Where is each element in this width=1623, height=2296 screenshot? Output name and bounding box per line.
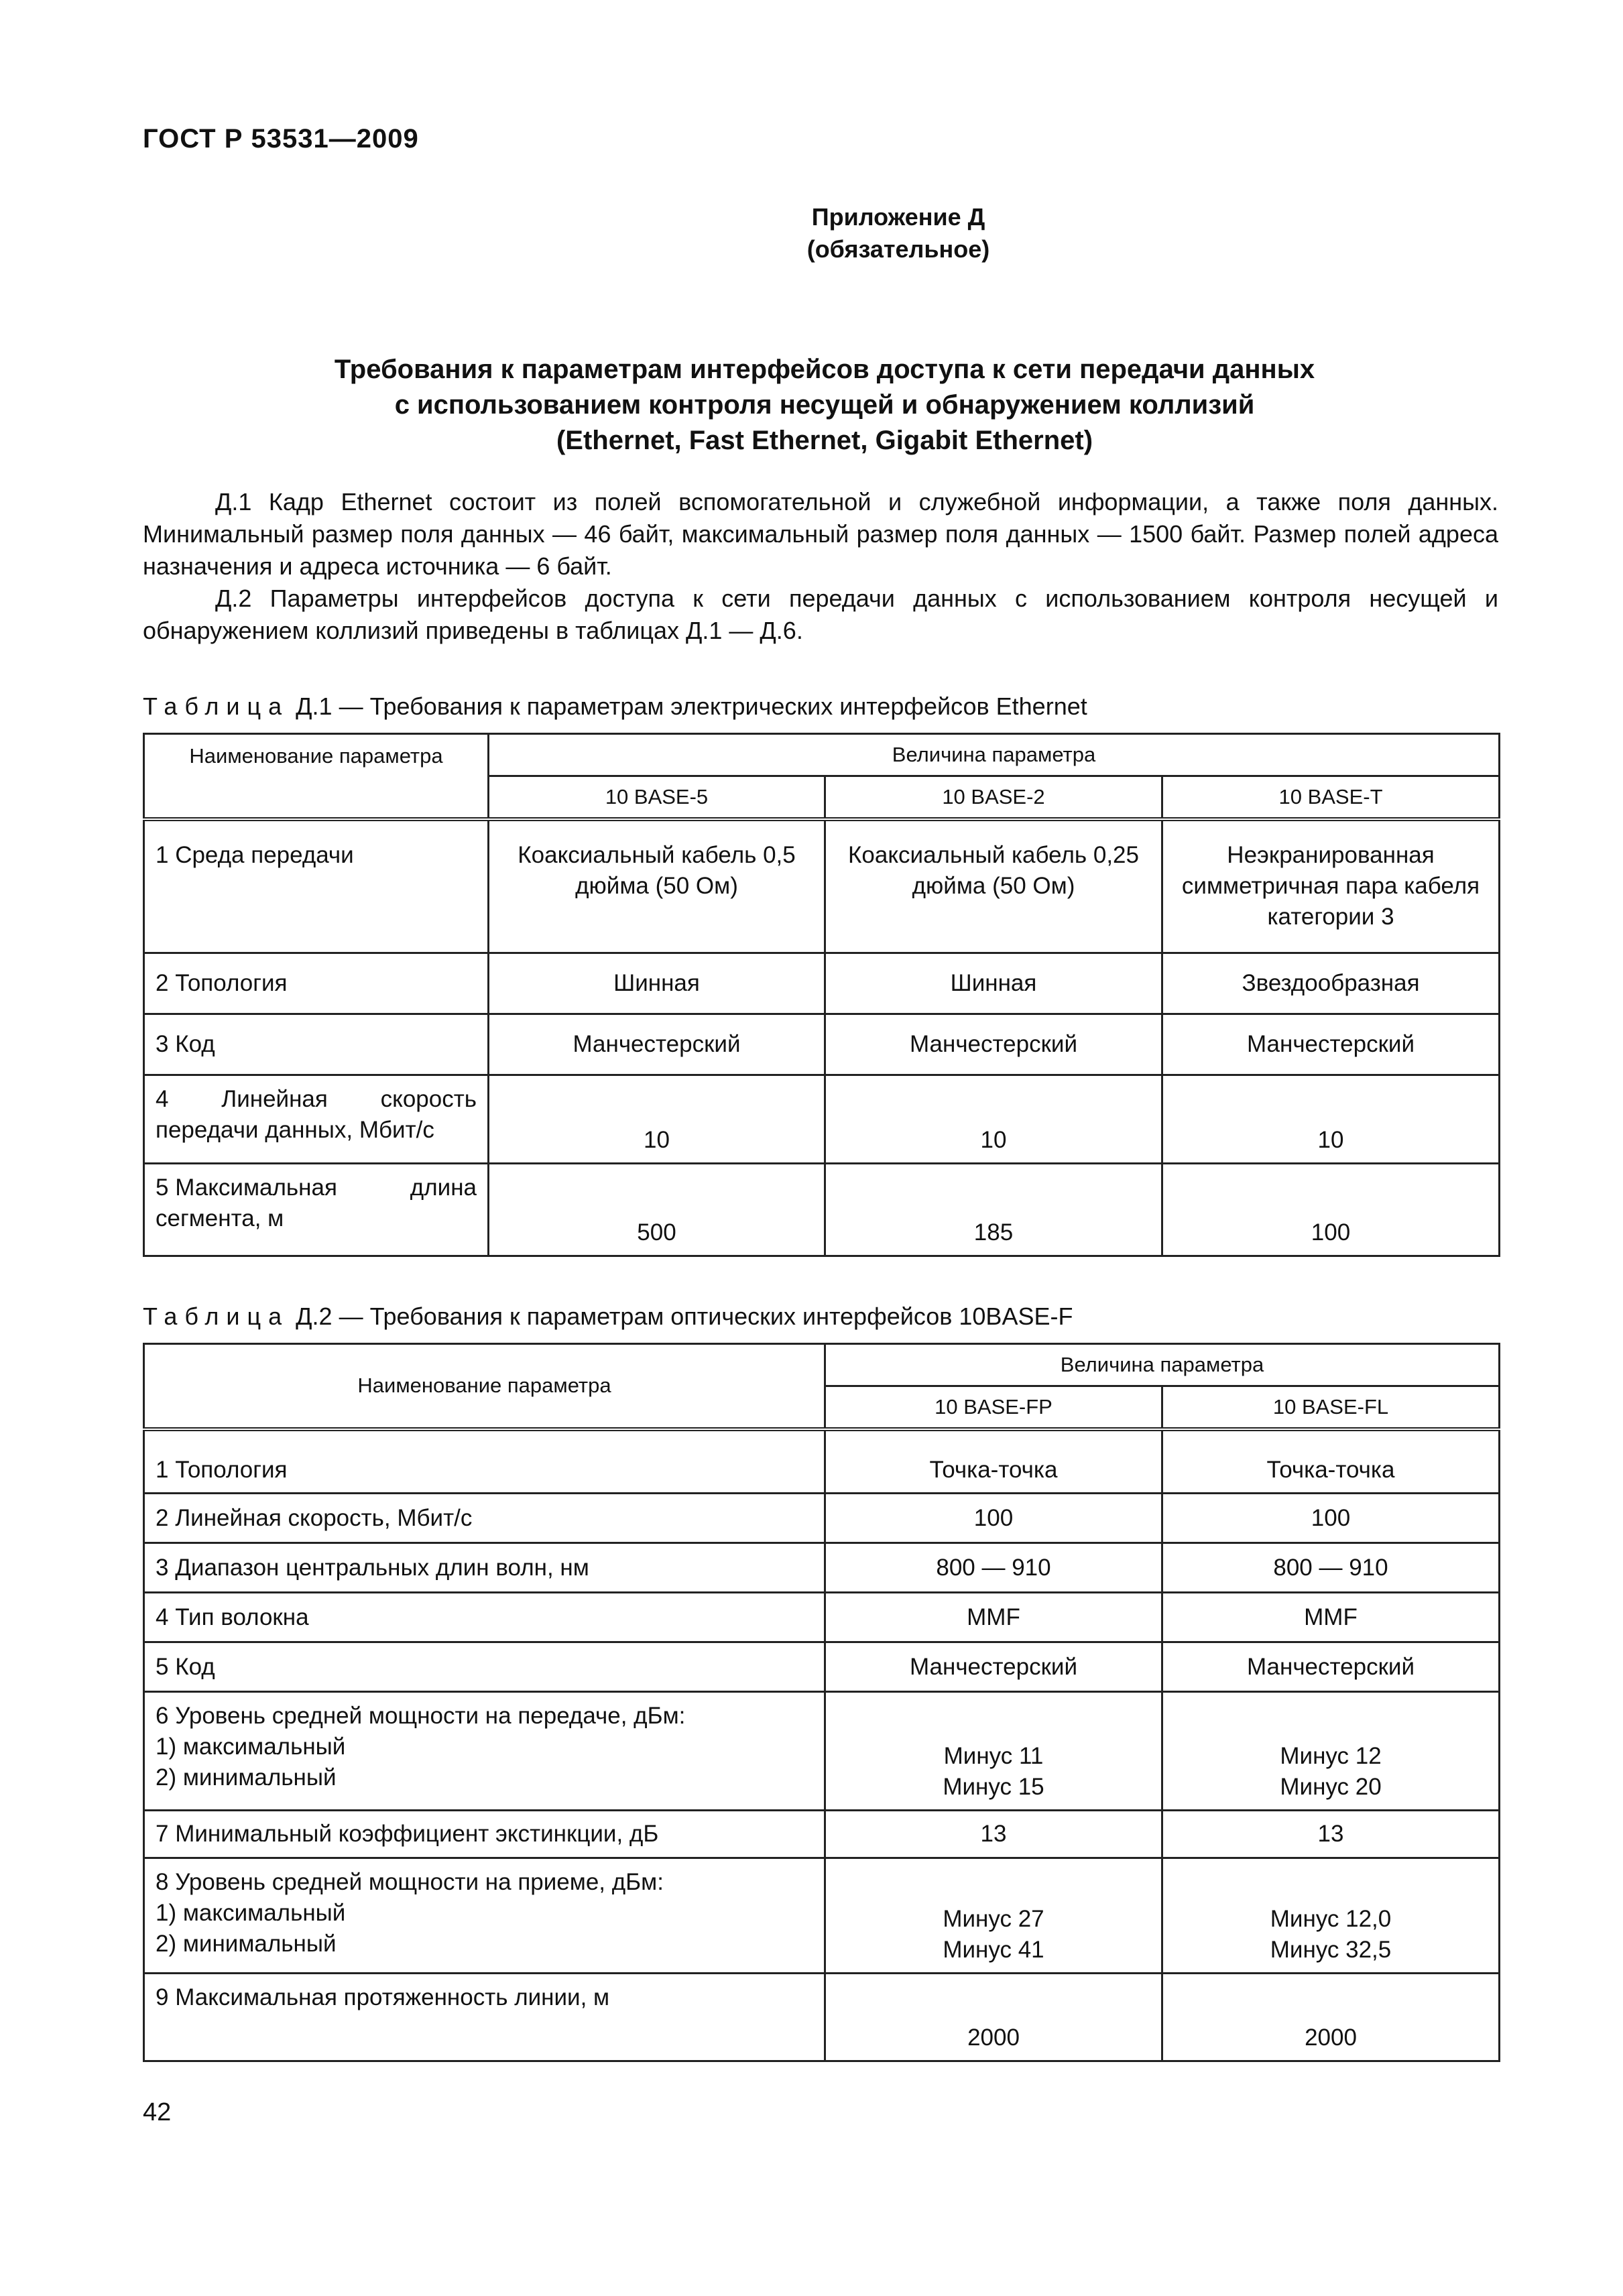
table2-row-name: 4 Тип волокна (144, 1593, 825, 1642)
table-row (144, 1543, 1500, 1593)
section-title-line: с использованием контроля несущей и обнаружением коллизий (394, 390, 1255, 420)
table2-caption-word: Таблица (143, 1303, 290, 1330)
table2-row-name (144, 1858, 825, 1974)
table2-cell-value: Минус 12,0 (1270, 1906, 1392, 1932)
table-row (144, 1014, 1500, 1075)
table2-cell (825, 1858, 1162, 1974)
table2-header-param: Наименование параметра (144, 1344, 825, 1429)
section-title-line: Требования к параметрам интерфейсов доступа к сети передачи данных (334, 355, 1315, 384)
table-row (144, 953, 1500, 1014)
table2-cell-value: Минус 12 (1280, 1743, 1382, 1769)
table1-col-header: 10 BASE-T (1162, 776, 1500, 819)
appendix-status: (обязательное) (806, 235, 990, 263)
table2-row-name: 1 Топология (144, 1429, 825, 1494)
table1-caption (143, 690, 1087, 723)
section-title (154, 352, 1495, 459)
table1-row-name-part: длина (410, 1174, 477, 1201)
table1-cell: 500 (489, 1164, 825, 1256)
appendix-label: Приложение Д (811, 203, 985, 231)
table1-row-name: 2 Топология (144, 953, 489, 1014)
table2-cell (1162, 1692, 1500, 1811)
table2-cell-value: Минус 15 (943, 1774, 1044, 1800)
table2-caption-text: Д.2 — Требования к параметрам оптических интерфейсов 10BASE-F (289, 1303, 1073, 1330)
body-text (143, 486, 1498, 647)
table1-cell: Манчестерский (1162, 1014, 1500, 1075)
table1-row-name: 3 Код (144, 1014, 489, 1075)
table1-cell: 10 (825, 1075, 1162, 1164)
table-row (144, 1164, 1500, 1256)
appendix-heading (697, 201, 1099, 265)
section-title-line: (Ethernet, Fast Ethernet, Gigabit Ethernet) (556, 426, 1093, 455)
table2-row-title: 8 Уровень средней мощности на приеме, дБм: (156, 1869, 664, 1895)
table1-cell: Звездообразная (1162, 953, 1500, 1014)
table2-row-name: 3 Диапазон центральных длин волн, нм (144, 1543, 825, 1593)
table2-cell (1162, 1858, 1500, 1974)
table2-cell-value: Минус 11 (943, 1743, 1044, 1769)
table2-cell-value: Минус 41 (943, 1937, 1044, 1963)
table1-cell: 100 (1162, 1164, 1500, 1256)
table2-cell: 13 (1162, 1811, 1500, 1858)
table2-cell: 800 — 910 (825, 1543, 1162, 1593)
table2-cell: MMF (1162, 1593, 1500, 1642)
table1-cell: Шинная (489, 953, 825, 1014)
table-row (144, 1642, 1500, 1692)
table-row (144, 1494, 1500, 1543)
table1-cell: 185 (825, 1164, 1162, 1256)
table2-cell: 13 (825, 1811, 1162, 1858)
table1-cell: Коаксиальный кабель 0,5 дюйма (50 Ом) (489, 819, 825, 953)
table2-cell-value: Минус 20 (1280, 1774, 1382, 1800)
table2-cell: Точка-точка (825, 1429, 1162, 1494)
table1-row-name: 1 Среда передачи (144, 819, 489, 953)
table1-cell: Манчестерский (825, 1014, 1162, 1075)
table1-row-name: 4 Линейная скорость передачи данных, Мбит/с (144, 1075, 489, 1164)
table1-col-header: 10 BASE-5 (489, 776, 825, 819)
table2-cell: MMF (825, 1593, 1162, 1642)
table2-row-sub: 2) минимальный (156, 1764, 337, 1791)
table1-header-param: Наименование параметра (144, 734, 489, 819)
table2-row-name (144, 1692, 825, 1811)
table2-header-value: Величина параметра (825, 1344, 1500, 1386)
table1-header-value: Величина параметра (489, 734, 1500, 776)
table2-row-sub: 1) максимальный (156, 1900, 346, 1926)
table2-col-header: 10 BASE-FL (1162, 1386, 1500, 1429)
table2-row-name: 5 Код (144, 1642, 825, 1692)
paragraph-d1: Д.1 Кадр Ethernet состоит из полей вспомогательной и служебной информации, а также поля данных. Минимальный размер поля данных — 46 байт, максимальный размер поля данных — 1500 байт. Размер полей адреса назначения и адреса источника — 6 байт. (143, 488, 1498, 580)
table2 (143, 1343, 1500, 2062)
table2-cell: Манчестерский (1162, 1642, 1500, 1692)
table2-row-name: 9 Максимальная протяженность линии, м (144, 1974, 825, 2061)
document-code: ГОСТ Р 53531—2009 (143, 124, 419, 154)
paragraph-d2: Д.2 Параметры интерфейсов доступа к сети передачи данных с использованием контроля несущей и обнаружением коллизий приведены в таблицах Д.1 — Д.6. (143, 585, 1498, 644)
table2-cell: 100 (1162, 1494, 1500, 1543)
table2-cell: 100 (825, 1494, 1162, 1543)
table2-row-sub: 1) максимальный (156, 1734, 346, 1760)
table2-cell-value: Минус 27 (943, 1906, 1044, 1932)
table1-row-name-part: 5 Максимальная (156, 1174, 337, 1201)
table1-cell: 10 (489, 1075, 825, 1164)
table2-cell (825, 1692, 1162, 1811)
table-row (144, 1858, 1500, 1974)
table2-col-header: 10 BASE-FP (825, 1386, 1162, 1429)
table2-caption (143, 1301, 1073, 1333)
table-row (144, 1429, 1500, 1494)
table1-cell: Шинная (825, 953, 1162, 1014)
table-row (144, 1075, 1500, 1164)
table2-cell-value: Минус 32,5 (1270, 1937, 1392, 1963)
table1-caption-text: Д.1 — Требования к параметрам электрических интерфейсов Ethernet (289, 692, 1087, 720)
table-row (144, 1811, 1500, 1858)
table1-row-name-part: сегмента, м (156, 1205, 284, 1231)
table2-cell: 2000 (1162, 1974, 1500, 2061)
table2-cell: Манчестерский (825, 1642, 1162, 1692)
table1-col-header: 10 BASE-2 (825, 776, 1162, 819)
table2-row-name: 2 Линейная скорость, Мбит/с (144, 1494, 825, 1543)
table1-cell: Манчестерский (489, 1014, 825, 1075)
table1-caption-word: Таблица (143, 692, 290, 720)
table-row (144, 1593, 1500, 1642)
table1 (143, 733, 1500, 1257)
table1-cell: Неэкранированная симметричная пара кабеля категории 3 (1162, 819, 1500, 953)
table1-cell: Коаксиальный кабель 0,25 дюйма (50 Ом) (825, 819, 1162, 953)
table-row (144, 1974, 1500, 2061)
table2-row-title: 6 Уровень средней мощности на передаче, дБм: (156, 1703, 686, 1729)
table-row (144, 1692, 1500, 1811)
page-number: 42 (143, 2098, 172, 2126)
table2-row-name: 7 Минимальный коэффициент экстинкции, дБ (144, 1811, 825, 1858)
table2-row-sub: 2) минимальный (156, 1931, 337, 1957)
table1-row-name (144, 1164, 489, 1256)
table1-cell: 10 (1162, 1075, 1500, 1164)
table-row (144, 819, 1500, 953)
table2-cell: 800 — 910 (1162, 1543, 1500, 1593)
table2-cell: Точка-точка (1162, 1429, 1500, 1494)
table2-cell: 2000 (825, 1974, 1162, 2061)
